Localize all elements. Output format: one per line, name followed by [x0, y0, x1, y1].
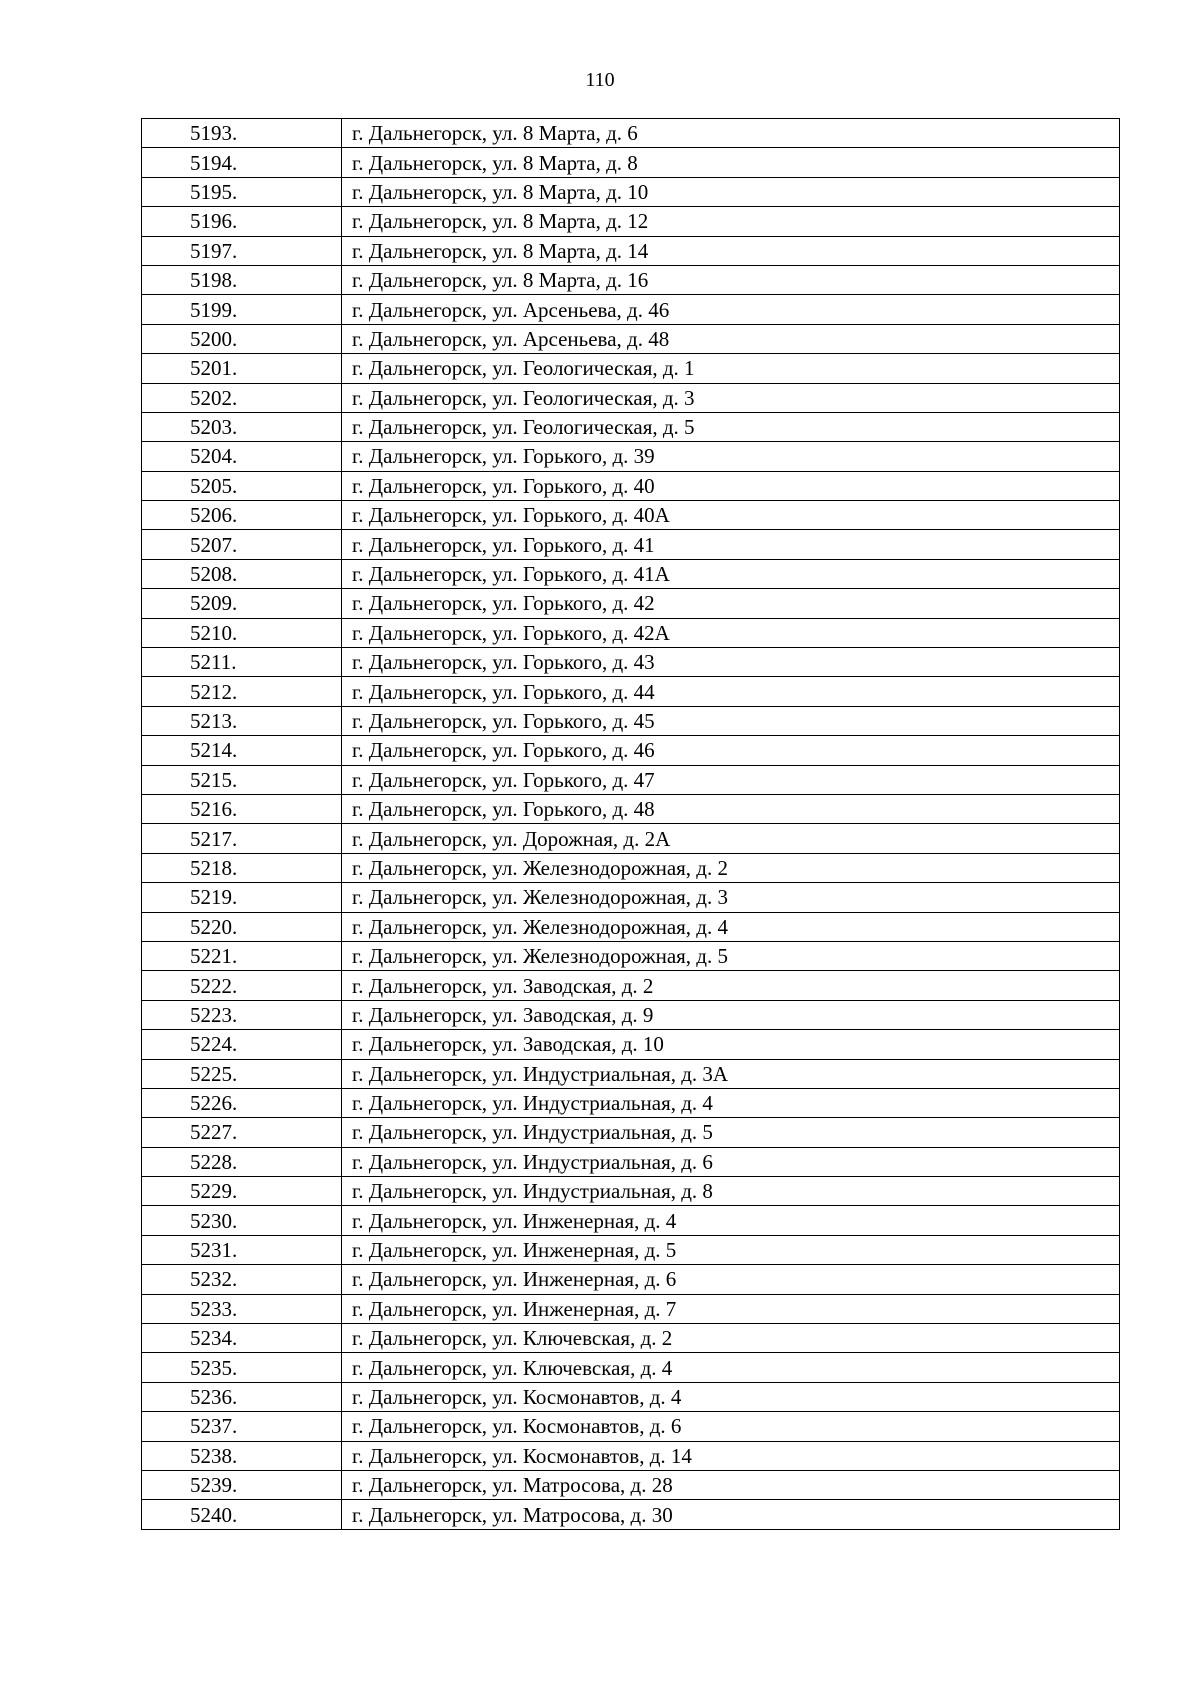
row-address: г. Дальнегорск, ул. Горького, д. 48 [342, 794, 1120, 823]
row-number: 5205. [142, 471, 342, 500]
table-row [142, 1088, 1120, 1117]
row-number: 5234. [142, 1324, 342, 1353]
row-address: г. Дальнегорск, ул. Инженерная, д. 4 [342, 1206, 1120, 1235]
table-row [142, 1118, 1120, 1147]
table-row [142, 1441, 1120, 1470]
row-number: 5231. [142, 1235, 342, 1264]
row-address: г. Дальнегорск, ул. Индустриальная, д. 3А [342, 1059, 1120, 1088]
table-row [142, 265, 1120, 294]
table-row [142, 1059, 1120, 1088]
row-address: г. Дальнегорск, ул. Инженерная, д. 6 [342, 1265, 1120, 1294]
table-row [142, 589, 1120, 618]
table-row [142, 971, 1120, 1000]
row-number: 5216. [142, 794, 342, 823]
row-number: 5204. [142, 442, 342, 471]
row-number: 5217. [142, 824, 342, 853]
row-address: г. Дальнегорск, ул. Матросова, д. 30 [342, 1500, 1120, 1529]
row-address: г. Дальнегорск, ул. Арсеньева, д. 48 [342, 324, 1120, 353]
row-number: 5197. [142, 236, 342, 265]
row-number: 5219. [142, 883, 342, 912]
table-row [142, 1500, 1120, 1529]
row-number: 5233. [142, 1294, 342, 1323]
table-row [142, 236, 1120, 265]
row-number: 5198. [142, 265, 342, 294]
table-row [142, 765, 1120, 794]
row-address: г. Дальнегорск, ул. Космонавтов, д. 14 [342, 1441, 1120, 1470]
row-address: г. Дальнегорск, ул. Железнодорожная, д. 3 [342, 883, 1120, 912]
row-address: г. Дальнегорск, ул. Горького, д. 46 [342, 736, 1120, 765]
row-number: 5227. [142, 1118, 342, 1147]
table-row [142, 354, 1120, 383]
table-row [142, 1177, 1120, 1206]
row-address: г. Дальнегорск, ул. Горького, д. 47 [342, 765, 1120, 794]
table-row [142, 295, 1120, 324]
row-number: 5232. [142, 1265, 342, 1294]
row-address: г. Дальнегорск, ул. Геологическая, д. 3 [342, 383, 1120, 412]
table-row [142, 706, 1120, 735]
row-number: 5206. [142, 501, 342, 530]
row-number: 5228. [142, 1147, 342, 1176]
row-number: 5211. [142, 648, 342, 677]
row-address: г. Дальнегорск, ул. Железнодорожная, д. 2 [342, 853, 1120, 882]
row-number: 5236. [142, 1382, 342, 1411]
table-row [142, 559, 1120, 588]
row-number: 5212. [142, 677, 342, 706]
row-address: г. Дальнегорск, ул. Индустриальная, д. 6 [342, 1147, 1120, 1176]
row-number: 5220. [142, 912, 342, 941]
table-row [142, 148, 1120, 177]
table-row [142, 618, 1120, 647]
row-number: 5200. [142, 324, 342, 353]
row-number: 5208. [142, 559, 342, 588]
row-number: 5238. [142, 1441, 342, 1470]
row-address: г. Дальнегорск, ул. Космонавтов, д. 6 [342, 1412, 1120, 1441]
table-row [142, 853, 1120, 882]
table-row [142, 941, 1120, 970]
row-number: 5213. [142, 706, 342, 735]
table-row [142, 677, 1120, 706]
row-number: 5199. [142, 295, 342, 324]
row-address: г. Дальнегорск, ул. Горького, д. 40А [342, 501, 1120, 530]
row-address: г. Дальнегорск, ул. Матросова, д. 28 [342, 1470, 1120, 1499]
row-number: 5230. [142, 1206, 342, 1235]
table-row [142, 1147, 1120, 1176]
table-row [142, 1000, 1120, 1029]
table-row [142, 824, 1120, 853]
table-row [142, 736, 1120, 765]
table-row [142, 1382, 1120, 1411]
row-number: 5201. [142, 354, 342, 383]
row-number: 5209. [142, 589, 342, 618]
row-address: г. Дальнегорск, ул. Горького, д. 43 [342, 648, 1120, 677]
table-row [142, 442, 1120, 471]
row-address: г. Дальнегорск, ул. Геологическая, д. 5 [342, 412, 1120, 441]
row-number: 5203. [142, 412, 342, 441]
row-address: г. Дальнегорск, ул. Горького, д. 39 [342, 442, 1120, 471]
table-row [142, 1030, 1120, 1059]
row-number: 5210. [142, 618, 342, 647]
table-row [142, 912, 1120, 941]
row-number: 5229. [142, 1177, 342, 1206]
row-number: 5207. [142, 530, 342, 559]
row-address: г. Дальнегорск, ул. Горького, д. 42А [342, 618, 1120, 647]
row-number: 5235. [142, 1353, 342, 1382]
row-address: г. Дальнегорск, ул. 8 Марта, д. 6 [342, 119, 1120, 148]
table-row [142, 794, 1120, 823]
address-table [141, 118, 1120, 1530]
page-number: 110 [585, 69, 615, 91]
row-address: г. Дальнегорск, ул. Космонавтов, д. 4 [342, 1382, 1120, 1411]
row-address: г. Дальнегорск, ул. Ключевская, д. 2 [342, 1324, 1120, 1353]
row-number: 5193. [142, 119, 342, 148]
table-row [142, 1265, 1120, 1294]
row-number: 5226. [142, 1088, 342, 1117]
row-address: г. Дальнегорск, ул. Ключевская, д. 4 [342, 1353, 1120, 1382]
row-address: г. Дальнегорск, ул. Горького, д. 40 [342, 471, 1120, 500]
row-address: г. Дальнегорск, ул. Железнодорожная, д. 5 [342, 941, 1120, 970]
row-number: 5215. [142, 765, 342, 794]
row-address: г. Дальнегорск, ул. 8 Марта, д. 14 [342, 236, 1120, 265]
row-number: 5202. [142, 383, 342, 412]
row-number: 5239. [142, 1470, 342, 1499]
row-number: 5214. [142, 736, 342, 765]
table-row [142, 471, 1120, 500]
row-address: г. Дальнегорск, ул. Геологическая, д. 1 [342, 354, 1120, 383]
table-row [142, 1206, 1120, 1235]
table-row [142, 119, 1120, 148]
row-address: г. Дальнегорск, ул. Индустриальная, д. 5 [342, 1118, 1120, 1147]
row-address: г. Дальнегорск, ул. Горького, д. 41А [342, 559, 1120, 588]
row-number: 5195. [142, 177, 342, 206]
row-address: г. Дальнегорск, ул. Заводская, д. 2 [342, 971, 1120, 1000]
table-row [142, 501, 1120, 530]
row-address: г. Дальнегорск, ул. 8 Марта, д. 10 [342, 177, 1120, 206]
row-address: г. Дальнегорск, ул. Арсеньева, д. 46 [342, 295, 1120, 324]
row-number: 5196. [142, 207, 342, 236]
row-number: 5237. [142, 1412, 342, 1441]
row-address: г. Дальнегорск, ул. Горького, д. 44 [342, 677, 1120, 706]
table-row [142, 530, 1120, 559]
row-address: г. Дальнегорск, ул. Индустриальная, д. 8 [342, 1177, 1120, 1206]
table-row [142, 1353, 1120, 1382]
row-address: г. Дальнегорск, ул. 8 Марта, д. 16 [342, 265, 1120, 294]
row-address: г. Дальнегорск, ул. Инженерная, д. 7 [342, 1294, 1120, 1323]
row-address: г. Дальнегорск, ул. 8 Марта, д. 12 [342, 207, 1120, 236]
row-address: г. Дальнегорск, ул. Железнодорожная, д. 4 [342, 912, 1120, 941]
row-number: 5218. [142, 853, 342, 882]
table-row [142, 1412, 1120, 1441]
address-table-body [142, 119, 1120, 1530]
table-row [142, 207, 1120, 236]
table-row [142, 1324, 1120, 1353]
row-number: 5223. [142, 1000, 342, 1029]
row-address: г. Дальнегорск, ул. Инженерная, д. 5 [342, 1235, 1120, 1264]
row-address: г. Дальнегорск, ул. 8 Марта, д. 8 [342, 148, 1120, 177]
row-number: 5222. [142, 971, 342, 1000]
row-number: 5224. [142, 1030, 342, 1059]
row-address: г. Дальнегорск, ул. Горького, д. 42 [342, 589, 1120, 618]
table-row [142, 648, 1120, 677]
table-row [142, 1470, 1120, 1499]
table-row [142, 883, 1120, 912]
row-address: г. Дальнегорск, ул. Заводская, д. 10 [342, 1030, 1120, 1059]
row-number: 5221. [142, 941, 342, 970]
row-address: г. Дальнегорск, ул. Горького, д. 41 [342, 530, 1120, 559]
table-row [142, 412, 1120, 441]
row-address: г. Дальнегорск, ул. Горького, д. 45 [342, 706, 1120, 735]
row-number: 5194. [142, 148, 342, 177]
table-row [142, 324, 1120, 353]
row-number: 5225. [142, 1059, 342, 1088]
table-row [142, 1294, 1120, 1323]
row-number: 5240. [142, 1500, 342, 1529]
table-row [142, 383, 1120, 412]
table-row [142, 1235, 1120, 1264]
row-address: г. Дальнегорск, ул. Дорожная, д. 2А [342, 824, 1120, 853]
table-row [142, 177, 1120, 206]
row-address: г. Дальнегорск, ул. Заводская, д. 9 [342, 1000, 1120, 1029]
row-address: г. Дальнегорск, ул. Индустриальная, д. 4 [342, 1088, 1120, 1117]
